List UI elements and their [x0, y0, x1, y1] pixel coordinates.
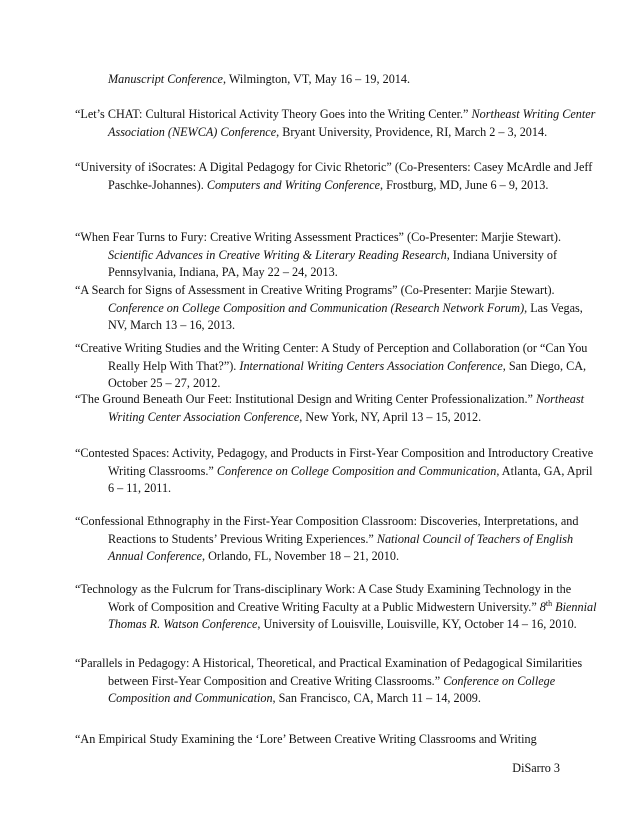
entry-venue-text: Northeast Writing Center Association Conference — [108, 392, 585, 424]
presentation-entry — [75, 282, 598, 335]
presentation-entry — [75, 106, 598, 141]
entry-venue-text: International Writing Centers Association Conference — [239, 358, 503, 373]
entry-venue-text: Manuscript Conference — [108, 72, 223, 86]
entry-text: “Let’s CHAT: Cultural Historical Activity Theory Goes into the Writing Center.” — [75, 107, 472, 121]
entry-text: “A Search for Signs of Assessment in Creative Writing Programs” (Co-Presenter: Marjie Stewart). — [75, 283, 555, 297]
entry-venue-text: 8 — [539, 599, 546, 614]
presentation-entry — [75, 731, 598, 749]
entry-text: “Parallels in Pedagogy: A Historical, Theoretical, and Practical Examination of Pedagogical Similarities between First-Year Composition and Creative Writing Classrooms.” — [75, 656, 583, 688]
entry-venue-text: Conference on College Composition and Communication (Research Network Forum) — [108, 300, 525, 315]
entry-text: “The Ground Beneath Our Feet: Institutional Design and Writing Center Professionalization.” — [75, 392, 536, 406]
entry-continuation — [75, 71, 598, 89]
presentation-entry — [75, 159, 598, 194]
entry-text: “Contested Spaces: Activity, Pedagogy, and Products in First-Year Composition and Introductory Creative Writing Classrooms.” — [75, 446, 594, 478]
entry-venue-text: Scientific Advances in Creative Writing & Literary Reading Research — [108, 247, 447, 262]
entry-venue-text: Computers and Writing Conference — [206, 177, 381, 192]
entry-text: , Indiana University of Pennsylvania, Indiana, PA, May 22 – 24, 2013. — [108, 247, 558, 279]
entry-text: , San Francisco, CA, March 11 – 14, 2009. — [272, 691, 481, 705]
presentation-entry — [75, 391, 598, 426]
presentation-entry — [75, 581, 598, 634]
entry-venue-text: Conference on College Composition and Communication — [108, 673, 556, 705]
presentation-entry — [75, 655, 598, 708]
entry-text: “Confessional Ethnography in the First-Year Composition Classroom: Discoveries, Interpretations, and Reactions to Students’ Previous Writing Experiences.” — [75, 514, 579, 546]
entry-text: “Technology as the Fulcrum for Trans-disciplinary Work: A Case Study Examining Technology in the Work of Composition and Creative Writing Faculty at a Public Midwestern University.” — [75, 582, 572, 614]
presentation-entry — [75, 445, 598, 498]
entry-text: , Bryant University, Providence, RI, March 2 – 3, 2014. — [276, 124, 548, 139]
entry-text: , New York, NY, April 13 – 15, 2012. — [299, 409, 482, 424]
entry-text: , University of Louisville, Louisville, KY, October 14 – 16, 2010. — [257, 617, 577, 631]
entry-venue-text: th — [545, 598, 553, 608]
entry-text: , Orlando, FL, November 18 – 21, 2010. — [201, 549, 399, 563]
entry-text: “University of iSocrates: A Digital Pedagogy for Civic Rhetoric” (Co-Presenters: Casey McArdle and Jeff Paschke-Johannes). — [75, 160, 593, 192]
entry-text: “An Empirical Study Examining the ‘Lore’ Between Creative Writing Classrooms and Writing — [75, 732, 537, 746]
entry-venue-text: Conference on College Composition and Communication — [216, 463, 497, 478]
entry-text: , Las Vegas, NV, March 13 – 16, 2013. — [108, 300, 583, 332]
entry-text: , Atlanta, GA, April 6 – 11, 2011. — [108, 463, 593, 495]
entry-text: , San Diego, CA, October 25 – 27, 2012. — [108, 358, 587, 390]
presentation-entry — [75, 513, 598, 566]
entry-venue-text: Northeast Writing Center Association (NEWCA) Conference — [108, 107, 596, 139]
entry-text: “When Fear Turns to Fury: Creative Writing Assessment Practices” (Co-Presenter: Marjie Stewart). — [75, 230, 562, 244]
presentation-entry — [75, 340, 598, 393]
entry-text: “Creative Writing Studies and the Writing Center: A Study of Perception and Collaboration (or “Can You Really Help With That?”). — [75, 341, 588, 373]
entry-text: , Frostburg, MD, June 6 – 9, 2013. — [380, 177, 549, 192]
entry-venue-text: Biennial Thomas R. Watson Conference — [108, 599, 597, 631]
entry-text: , Wilmington, VT, May 16 – 19, 2014. — [222, 72, 411, 86]
presentation-entry — [75, 229, 598, 282]
entry-venue-text: National Council of Teachers of English Annual Conference — [108, 531, 574, 563]
page-footer: DiSarro 3 — [512, 761, 560, 775]
